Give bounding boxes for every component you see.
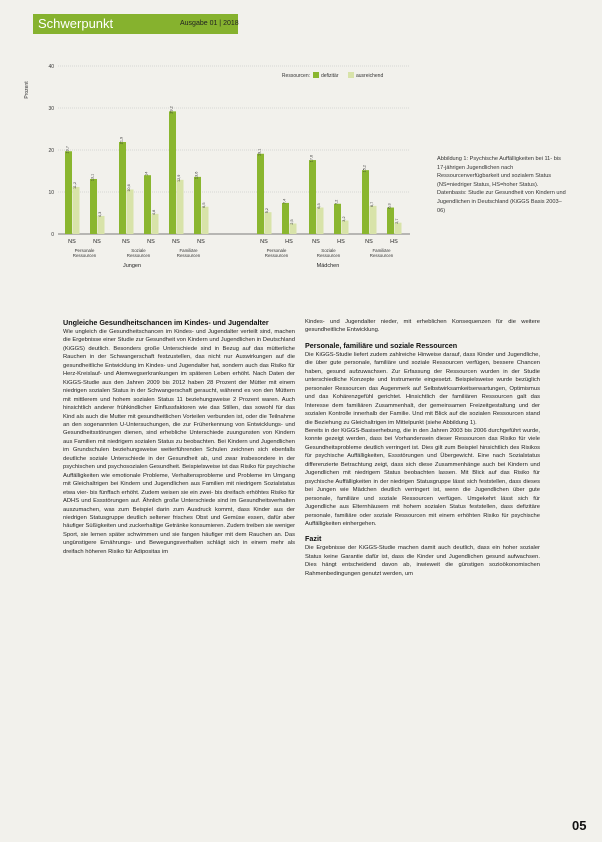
category-label: Personale bbox=[266, 248, 287, 253]
status-label: NS bbox=[93, 239, 101, 245]
bar-value-label: 5,2 bbox=[265, 208, 269, 214]
bar-defizitaer bbox=[65, 151, 72, 234]
status-label: NS bbox=[122, 239, 130, 245]
y-tick-label: 40 bbox=[48, 64, 54, 70]
category-label: Familiäre bbox=[372, 248, 391, 253]
y-tick-label: 10 bbox=[48, 190, 54, 196]
y-axis-label: Prozent bbox=[24, 81, 30, 99]
category-label: Ressourcen bbox=[176, 253, 201, 258]
y-tick-label: 30 bbox=[48, 106, 54, 112]
status-label: HS bbox=[390, 239, 398, 245]
bar-value-label: 10,6 bbox=[127, 184, 131, 192]
bar-value-label: 6,3 bbox=[387, 203, 392, 209]
bar-value-label: 13,1 bbox=[90, 173, 95, 182]
bar-value-label: 6,3 bbox=[317, 203, 321, 209]
bar-ausreichend bbox=[317, 208, 324, 234]
bar-value-label: 2,5 bbox=[290, 219, 294, 225]
status-label: HS bbox=[285, 239, 293, 245]
bar-value-label: 29,2 bbox=[169, 106, 174, 114]
heading-ressourcen: Personale, familiäre und soziale Ressourcen bbox=[305, 340, 458, 350]
bar-value-label: 14 bbox=[144, 171, 149, 176]
bar-defizitaer bbox=[194, 177, 201, 234]
category-label: Ressourcen bbox=[316, 253, 341, 258]
paragraph: Bereits in der KiGGS-Basiserhebung, die in den Jahren 2003 bis 2006 durchgeführt wurde, konnte gezeigt werden, dass bei Vorhandensein dieser Ressourcen das Risiko für viele Gesundheitsprobleme deutlich verringert ist. Dies gilt zum Beispiel hinsichtlich des Risikos für psychische Auffälligkeiten, Essstörungen und Übergewicht. Eine nach Sozialstatus differenzierte Betrachtung zeigt, dass sich diese Zusammenhänge auch bei Kindern und Jugendlichen mit niedrigem Status beobachten lassen. Mit Blick auf das Risiko für psychische Auffälligkeiten in der niedrigen Statusgruppe lässt sich feststellen, dass dieses bei Jungen wie Mädchen deutlich verringert ist, wenn die Jugendlichen über gute personale, familiäre und soziale Ressourcen verfügen. Umgekehrt lässt sich für Jugendliche aus Elternhäusern mit hohem sozialen Status feststellen, dass defizitäre personale, familiäre oder soziale Ressourcen mit einem erhöhten Risiko für psychische Auffälligkeiten einhergehen. bbox=[305, 427, 540, 527]
group-label: Jungen bbox=[122, 263, 142, 269]
legend-swatch-ausreichend bbox=[348, 72, 354, 78]
paragraph: Die KiGGS-Studie liefert zudem zahlreiche Hinweise darauf, dass Kinder und Jugendliche, die über gute personale, familiäre und soziale Ressourcen verfügen, bessere Chancen haben, gesund aufzuwachsen. Zur Erfassung der Ressourcen wurden in der Studie unterschiedliche Konzepte und Instrumente eingesetzt. Beispielsweise wurde bezüglich personaler Ressourcen das Augenmerk auf Selbstwirksamkeitserwartungen, Optimismus und das Kohärenzgefühl gerichtet. Hinsichtlich der familiären Ressourcen galt das Interesse dem familiären Zusammenhalt, der gemeinsamen Freizeitgestaltung und der sozialen Kontrolle innerhalb der Familie. Und mit Blick auf die sozialen Ressourcen stand die Beziehung zu Gleichaltrigen im Mittelpunkt (siehe Abbildung 1). bbox=[305, 351, 540, 426]
issue-label: Ausgabe 01 | 2018 bbox=[180, 20, 239, 27]
paragraph: Wie ungleich die Gesundheitschancen im Kindes- und Jugendalter verteilt sind, machen die Ergebnisse einer Studie zur Gesundheit von Kindern und Jugendlichen in Deutschland (KiGGS) deutlich. Besonders große Unterschiede sind in Bezug auf das mütterliche Rauchen in der Schwangerschaft festzustellen, das nicht nur Auswirkungen auf die gesundheitliche Entwicklung im Kindes- und Jugendalter hat, sondern auch das Risiko für Herz-Kreislauf- und Atemwegserkrankungen im späteren Leben erhöht. Nach Daten der KiGGS-Studie aus den Jahren 2009 bis 2012 haben 28 Prozent der Mütter mit einem niedrigen sozialen Status in der Schwangerschaft geraucht, während es von den Müttern mit mittlerem und hohem sozialen Status 11 beziehungsweise 2 Prozent waren. Auch hinsichtlich anderer frühkindlicher Einflussfaktoren wie das Stillen, das sowohl für das Kind als auch die Mutter mit gesundheitlichen Vorteilen verbunden ist, oder die Teilnahme an den sogenannten U-Untersuchungen, die zur Früherkennung von Entwicklungs- und Gesundheitsstörungen dienen, sind erhebliche Unterschiede zuungunsten von Kindern aus Familien mit niedrigem sozialen Status zu beobachten. Bei Kindern und Jugendlichen im Grundschulen beziehungsweise weiterführenden Schulen zeichnen sich ebenfalls deutliche soziale Unterschiede in der Gesundheit ab, und zwar insbesondere in der psychischen und psychosozialen Gesundheit. Beispielsweise ist das Risiko für psychische Auffälligkeiten wie emotionale Probleme, Verhaltensprobleme und Probleme im Umgang mit Gleichaltrigen bei Kindern und Jugendlichen aus Familien mit niedrigem Sozialstatus etwa vier- bis fünffach erhöht. Zudem weisen sie ein zwei- bis dreifach erhöhtes Risiko für ADHS und Essstörungen auf. Ähnlich große Unterschiede sind im Gesundheitsverhalten auszumachen, was zum Beispiel darin zum Ausdruck kommt, dass Kinder aus der niedrigen Statusgruppe deutlich seltener frisches Obst und Gemüse essen, dafür aber häufiger Süßigkeiten und zuckerhaltige Getränke konsumieren. Zudem treiben sie weniger Sport, sie lernen später schwimmen und sie fangen häufiger mit dem Rauchen an. Das ungünstigere Ernährungs- und Bewegungsverhalten schlägt sich in einem mehr als dreifach höheren Risiko für Adipositas im bbox=[63, 329, 296, 555]
bar-value-label: 15,2 bbox=[362, 164, 367, 173]
bar-value-label: 19,7 bbox=[65, 146, 70, 154]
bar-value-label: 7,2 bbox=[334, 199, 339, 205]
heading-fazit: Fazit bbox=[305, 534, 322, 544]
bar-defizitaer bbox=[169, 111, 176, 234]
bar-ausreichend bbox=[73, 187, 80, 234]
category-label: Soziale bbox=[131, 248, 146, 253]
bar-value-label: 12,9 bbox=[177, 174, 181, 183]
bar-value-label: 6,7 bbox=[370, 201, 374, 208]
bar-ausreichend bbox=[265, 212, 272, 234]
bar-value-label: 17,6 bbox=[309, 154, 314, 163]
bar-ausreichend bbox=[152, 214, 159, 234]
status-label: NS bbox=[147, 239, 155, 245]
article-column-left bbox=[63, 318, 295, 556]
legend-swatch-defizitaer bbox=[313, 72, 319, 78]
article-column-right bbox=[305, 318, 540, 578]
heading-ungleiche-gesundheitschancen: Ungleiche Gesundheitschancen im Kindes- und Jugendalter bbox=[63, 318, 269, 327]
status-label: NS bbox=[68, 239, 76, 245]
bar-defizitaer bbox=[144, 175, 151, 234]
bar-value-label: 3,2 bbox=[342, 216, 346, 222]
category-label: Ressourcen bbox=[126, 253, 151, 258]
bar-ausreichend bbox=[202, 207, 209, 234]
bar-ausreichend bbox=[98, 216, 105, 234]
bar-defizitaer bbox=[119, 142, 126, 234]
bar-value-label: 4,8 bbox=[152, 209, 156, 215]
category-label: Soziale bbox=[321, 248, 336, 253]
figure-caption: Abbildung 1: Psychische Auffälligkeiten bei 11- bis 17-jährigen Jugendlichen nach Ressourcenverfügbarkeit und sozialem Status (NS=niedriger Status, HS=hoher Status). Datenbasis: Studie zur Gesundheit von Kindern und Jugendlichen in Deutschland (KiGGS Basis 2003–06) bbox=[437, 156, 566, 214]
bar-defizitaer bbox=[334, 204, 341, 234]
bar-chart bbox=[0, 52, 430, 292]
status-label: NS bbox=[312, 239, 320, 245]
status-label: NS bbox=[197, 239, 205, 245]
y-tick-label: 0 bbox=[51, 232, 54, 238]
bar-value-label: 13,6 bbox=[194, 171, 199, 180]
status-label: NS bbox=[260, 239, 268, 245]
category-label: Personale bbox=[74, 248, 95, 253]
bar-ausreichend bbox=[370, 206, 377, 234]
bar-value-label: 11,2 bbox=[73, 181, 77, 190]
category-label: Ressourcen bbox=[264, 253, 289, 258]
bar-defizitaer bbox=[309, 160, 316, 234]
paragraph: Die Ergebnisse der KiGGS-Studie machen damit auch deutlich, dass ein hoher sozialer Status keine Garantie dafür ist, dass die Kinder und Jugendlichen gesund aufwachsen. Dies hängt entscheidend davon ab, inwieweit die günstigen sozioökonomischen Rahmenbedingungen genutzt werden, um bbox=[305, 545, 540, 577]
bar-ausreichend bbox=[127, 189, 134, 234]
bar-value-label: 19,1 bbox=[257, 148, 262, 156]
bar-defizitaer bbox=[257, 154, 264, 234]
legend-label-ausreichend: ausreichend bbox=[356, 73, 384, 79]
bar-value-label: 4,3 bbox=[98, 211, 102, 218]
bar-value-label: 2,7 bbox=[395, 218, 399, 224]
legend-title: Ressourcen: bbox=[281, 73, 310, 79]
paragraph: Kindes- und Jugendalter nieder, mit erheblichen Konsequenzen für die weitere gesundheitliche Entwicklung. bbox=[305, 319, 540, 334]
bar-value-label: 21,9 bbox=[119, 136, 124, 145]
category-label: Ressourcen bbox=[72, 253, 97, 258]
category-label: Ressourcen bbox=[369, 253, 394, 258]
bar-ausreichend bbox=[177, 180, 184, 234]
category-label: Familiäre bbox=[179, 248, 198, 253]
legend-label-defizitaer: defizitär bbox=[321, 73, 339, 79]
page-number: 05 bbox=[572, 818, 587, 833]
bar-defizitaer bbox=[387, 208, 394, 234]
status-label: HS bbox=[337, 239, 345, 245]
bar-value-label: 6,5 bbox=[202, 202, 206, 208]
y-tick-label: 20 bbox=[48, 148, 54, 154]
section-title: Schwerpunkt bbox=[38, 16, 114, 31]
bar-defizitaer bbox=[90, 179, 97, 234]
bar-defizitaer bbox=[282, 203, 289, 234]
bar-defizitaer bbox=[362, 170, 369, 234]
bar-value-label: 7,4 bbox=[282, 198, 287, 205]
status-label: NS bbox=[172, 239, 180, 245]
group-label: Mädchen bbox=[316, 263, 340, 269]
status-label: NS bbox=[365, 239, 373, 245]
